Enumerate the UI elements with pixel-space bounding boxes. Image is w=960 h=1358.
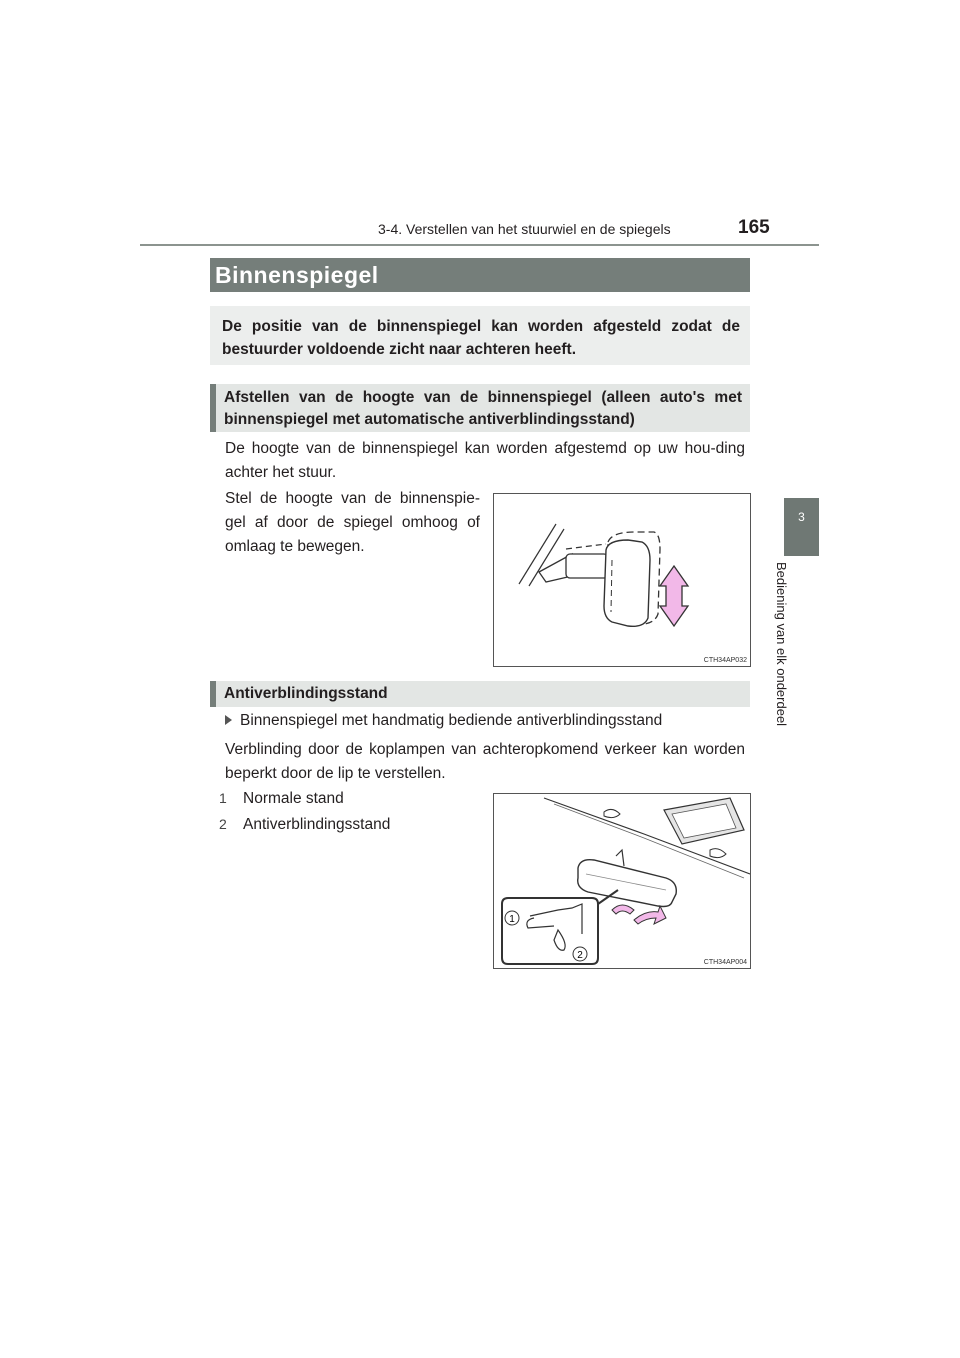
height-adjust-heading: Afstellen van de hoogte van de binnenspiegel (alleen auto's met binnenspiegel met automatische antiverblindingsstand) — [224, 389, 742, 428]
page-number: 165 — [738, 217, 770, 238]
figure-code: CTH34AP032 — [703, 657, 747, 664]
rotate-arrow-icon — [634, 906, 666, 924]
item-number: 1 — [219, 790, 227, 806]
mirror-height-illustration — [494, 494, 750, 666]
running-header: 3-4. Verstellen van het stuurwiel en de spiegels — [378, 221, 671, 237]
header-rule — [140, 244, 819, 246]
mirror-body — [604, 540, 650, 626]
anti-glare-heading: Antiverblindingsstand — [224, 685, 388, 702]
chapter-label: Bediening van elk onderdeel — [774, 562, 789, 727]
anti-glare-bullet — [225, 712, 662, 730]
list-item — [219, 816, 390, 834]
item-label: Antiverblindingsstand — [243, 816, 391, 833]
anti-glare-heading-box — [210, 681, 750, 707]
anti-glare-text: Verblinding door de koplampen van achteropkomend verkeer kan worden beperkt door de lip te verstellen. — [225, 741, 745, 782]
intro-text: De positie van de binnenspiegel kan worden afgesteld zodat de bestuurder voldoende zicht naar achteren heeft. — [222, 318, 740, 358]
rotate-arrow-icon — [612, 905, 634, 914]
roof-clip — [604, 809, 620, 817]
mirror-stem — [616, 850, 624, 866]
height-adjust-instruction: Stel de hoogte van de binnenspie-gel af door de spiegel omhoog of omlaag te bewegen. — [225, 490, 480, 555]
roof-clip — [710, 849, 726, 858]
up-down-arrow-icon — [660, 566, 688, 626]
chapter-tab — [784, 498, 819, 556]
anti-glare-illustration — [494, 794, 750, 968]
intro-box — [210, 306, 750, 365]
height-adjust-text: De hoogte van de binnenspiegel kan worden afgestemd op uw hou-ding achter het stuur. — [225, 440, 745, 481]
figure-code: CTH34AP004 — [703, 959, 747, 966]
height-adjust-heading-box — [210, 384, 750, 432]
section-title-bar — [210, 258, 750, 292]
item-label: Normale stand — [243, 790, 344, 807]
bullet-triangle-icon — [225, 715, 232, 725]
callout-2: 2 — [577, 950, 583, 961]
list-item — [219, 790, 344, 808]
section-title: Binnenspiegel — [215, 262, 379, 288]
mirror-height-figure — [493, 493, 751, 667]
anti-glare-figure — [493, 793, 751, 969]
chapter-side-label — [774, 562, 806, 762]
mirror-arm — [566, 554, 608, 578]
item-number: 2 — [219, 816, 227, 832]
bullet-text: Binnenspiegel met handmatig bediende antiverblindingsstand — [240, 712, 663, 729]
callout-1: 1 — [509, 914, 515, 925]
arm-upper-dash — [566, 544, 606, 549]
chapter-number: 3 — [798, 510, 805, 524]
